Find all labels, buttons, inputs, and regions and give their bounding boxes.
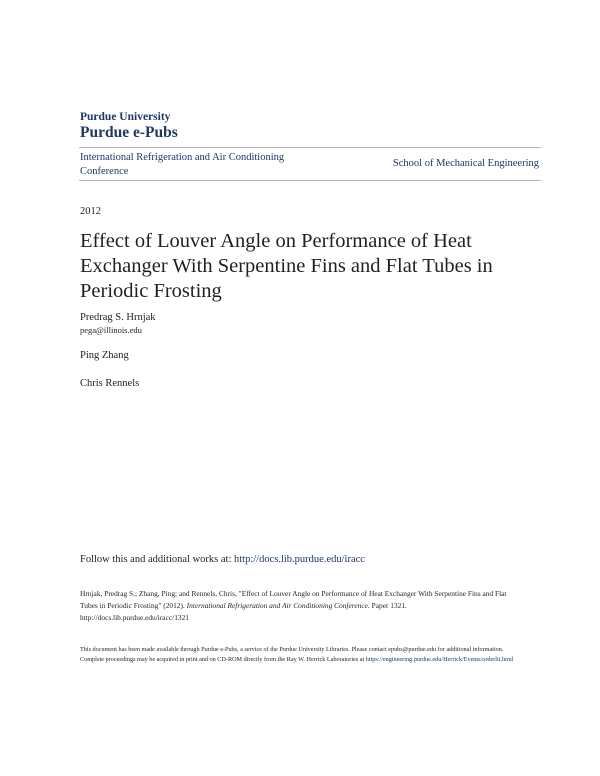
- author-name: Chris Rennels: [80, 378, 140, 389]
- conference-link[interactable]: International Refrigeration and Air Conditioning Conference: [80, 152, 285, 177]
- citation-url[interactable]: http://docs.lib.purdue.edu/iracc/1321: [80, 612, 189, 622]
- follow-link[interactable]: http://docs.lib.purdue.edu/iracc: [234, 554, 365, 565]
- herrick-link[interactable]: https://engineering.purdue.edu/Herrick/Events/orderlit.html: [365, 656, 514, 664]
- author-2: [80, 349, 129, 362]
- repository-name[interactable]: Purdue e-Pubs: [80, 124, 178, 141]
- author-name: Ping Zhang: [80, 350, 129, 361]
- availability-notice: [80, 645, 520, 665]
- university-name[interactable]: Purdue University: [80, 111, 171, 123]
- author-3: [80, 377, 139, 390]
- divider-top: [79, 147, 541, 148]
- citation-suffix: . Paper 1321.: [367, 600, 407, 610]
- citation-prefix: Hrnjak, Predrag S.; Zhang, Ping; and Rennels, Chris, "Effect of Louver Angle on Performance of Heat Exchanger With Serpentine Fins and Flat Tubes in Periodic Frosting" (2012).: [80, 589, 507, 610]
- author-name: Predrag S. Hrnjak: [80, 312, 156, 323]
- notice-line-2: Complete proceedings may be acquired in print and on CD-ROM directly from the Ray W. Herrick Laboratories at: [80, 656, 366, 664]
- recommended-citation: [80, 588, 520, 623]
- paper-title: Effect of Louver Angle on Performance of Heat Exchanger With Serpentine Fins and Flat Tubes in Periodic Frosting: [80, 230, 493, 302]
- school-link[interactable]: School of Mechanical Engineering: [392, 158, 539, 169]
- follow-line: [80, 554, 365, 565]
- publication-year: 2012: [80, 206, 101, 217]
- author-1: [80, 311, 156, 336]
- notice-line-1: This document has been made available through Purdue e-Pubs, a service of the Purdue University Libraries. Please contact epubs@purdue.edu for additional information.: [80, 646, 504, 653]
- publisher-header: [80, 111, 178, 142]
- follow-text: Follow this and additional works at:: [80, 554, 234, 565]
- citation-venue: International Refrigeration and Air Conditioning Conference: [186, 600, 368, 610]
- author-email[interactable]: pega@illinois.edu: [80, 325, 142, 335]
- divider-bottom: [79, 180, 541, 181]
